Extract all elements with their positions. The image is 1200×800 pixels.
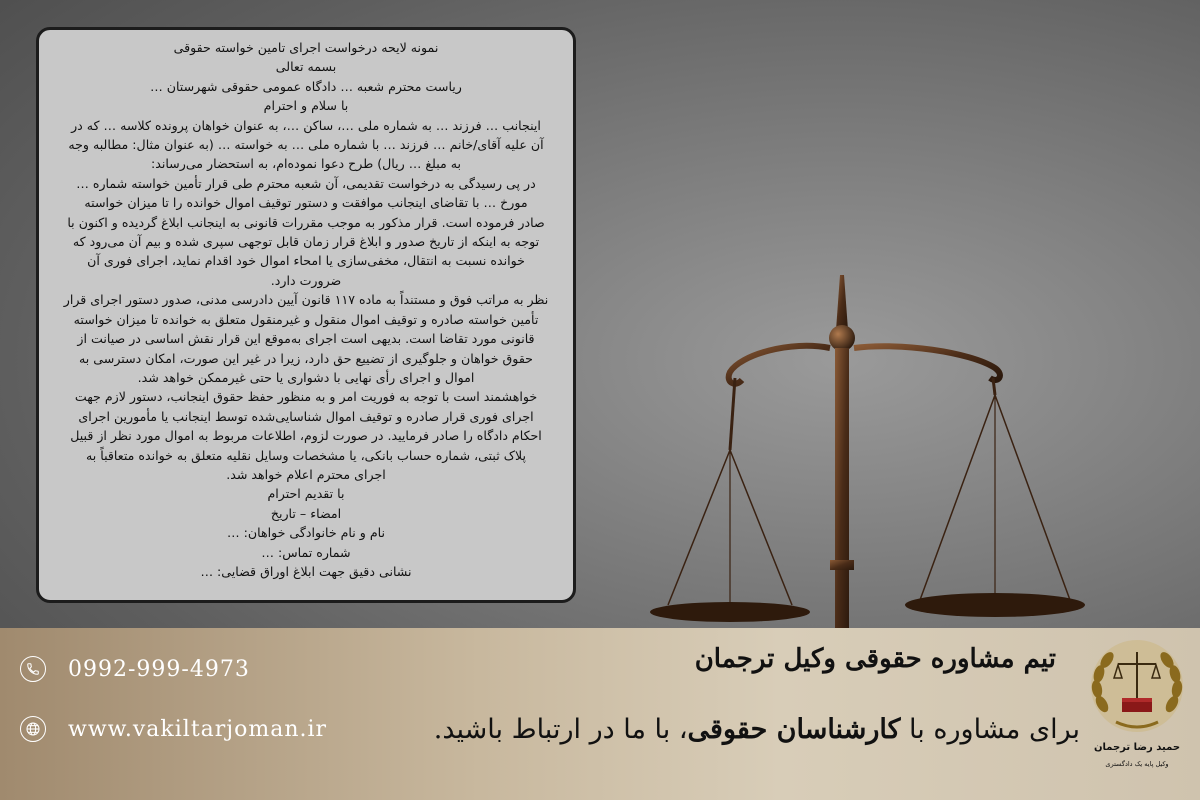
legal-document-card bbox=[36, 27, 576, 603]
document-line: با تقدیم احترام bbox=[267, 486, 345, 502]
consultation-cta bbox=[434, 714, 1080, 745]
cta-highlight: کارشناسان حقوقی bbox=[687, 714, 901, 745]
cta-suffix: ، با ما در ارتباط باشید. bbox=[433, 714, 688, 745]
document-line: تأمین خواسته صادره و توقیف اموال منقول و غیرمنقول متعلق به خوانده تا میزان خواسته bbox=[73, 311, 539, 327]
justice-scale-illustration bbox=[620, 260, 1180, 630]
document-line: نظر به مراتب فوق و مستنداً به ماده ۱۱۷ قانون آیین دادرسی مدنی، صدور دستور اجرای قرار bbox=[63, 292, 549, 308]
document-line: امضاء – تاریخ bbox=[270, 505, 342, 521]
document-line: خواهشمند است با توجه به فوریت امر و به منظور حفظ حقوق اینجانب، دستور لازم جهت bbox=[74, 389, 538, 405]
document-body bbox=[53, 38, 559, 581]
document-line: اجرای فوری قرار صادره و توقیف اموال شناسایی‌شده توسط اینجانب یا مأمورین اجرای bbox=[78, 408, 534, 424]
team-title: تیم مشاوره حقوقی وکیل ترجمان bbox=[694, 644, 1056, 674]
document-line: نمونه لایحه درخواست اجرای تامین خواسته حقوقی bbox=[173, 40, 439, 55]
document-line: صادر فرموده است. قرار مذکور به موجب مقررات قانونی به اینجانب ابلاغ گردیده و اکنون با bbox=[67, 214, 545, 230]
document-line: احکام دادگاه را صادر فرمایید. در صورت لزوم، اطلاعات مربوط به اموال مورد نظر از قبیل bbox=[70, 428, 542, 444]
document-line: ضرورت دارد. bbox=[270, 272, 342, 288]
document-line: قانونی مورد تقاضا است. بدیهی است اجرای به‌موقع این قرار نقش اساسی در صیانت از bbox=[77, 331, 535, 347]
document-line: اجرای محترم اعلام خواهد شد. bbox=[226, 466, 386, 482]
document-line: با سلام و احترام bbox=[263, 98, 349, 114]
document-line: اینجانب … فرزند … به شماره ملی …، ساکن …، به عنوان خواهان پرونده کلاسه … که در bbox=[71, 117, 541, 133]
phone-number: 0992-999-4973 bbox=[68, 656, 250, 682]
scale-svg bbox=[620, 260, 1180, 630]
document-line: به مبلغ … ریال) طرح دعوا نموده‌ام، به استحضار می‌رساند: bbox=[150, 156, 462, 172]
document-line: مورخ … با تقاضای اینجانب موافقت و دستور توقیف اموال خوانده را تا میزان خواسته bbox=[84, 195, 528, 211]
globe-icon bbox=[20, 716, 46, 742]
laurel-emblem-icon bbox=[1086, 634, 1188, 740]
website-row[interactable] bbox=[20, 716, 327, 742]
cta-prefix: برای مشاوره با bbox=[909, 714, 1080, 745]
document-line: نشانی دقیق جهت ابلاغ اوراق قضایی: … bbox=[200, 563, 412, 579]
document-line: بسمه تعالی bbox=[275, 59, 337, 75]
document-line: اموال و اجرای رأی نهایی با دشواری یا حتی غیرممکن خواهد شد. bbox=[137, 369, 475, 385]
document-line: آن علیه آقای/خانم … فرزند … با شماره ملی … به خواسته … (به عنوان مثال: مطالبه وجه bbox=[68, 137, 544, 153]
logo-name: حمید رضا ترجمان bbox=[1093, 742, 1181, 753]
document-line: در پی رسیدگی به درخواست تقدیمی، آن شعبه محترم طی قرار تأمین خواسته شماره … bbox=[76, 175, 536, 191]
document-line: خوانده نسبت به انتقال، مخفی‌سازی یا امحاء اموال خود اقدام نماید، اجرای فوری آن bbox=[87, 253, 525, 269]
logo-subtitle: وکیل پایه یک دادگستری bbox=[1105, 760, 1169, 768]
phone-row[interactable] bbox=[20, 656, 250, 682]
contact-footer bbox=[0, 628, 1200, 800]
document-line: نام و نام خانوادگی خواهان: … bbox=[227, 525, 385, 541]
document-line: ریاست محترم شعبه … دادگاه عمومی حقوقی شهرستان … bbox=[150, 78, 462, 94]
document-line: توجه به اینکه از تاریخ صدور و ابلاغ قرار زمان قابل توجهی سپری شده و بیم آن می‌رود که bbox=[72, 234, 540, 250]
document-line: پلاک ثبتی، شماره حساب بانکی، یا مشخصات وسایل نقلیه متعلق به خوانده متعاقباً به bbox=[85, 447, 527, 463]
document-line: شماره تماس: … bbox=[261, 544, 351, 560]
phone-icon bbox=[20, 656, 46, 682]
document-line: حقوق خواهان و جلوگیری از تضییع حق دارد، زیرا در غیر این صورت، امکان دسترسی به bbox=[79, 350, 533, 366]
lawyer-logo bbox=[1086, 634, 1188, 796]
website-url: www.vakiltarjoman.ir bbox=[68, 716, 328, 742]
